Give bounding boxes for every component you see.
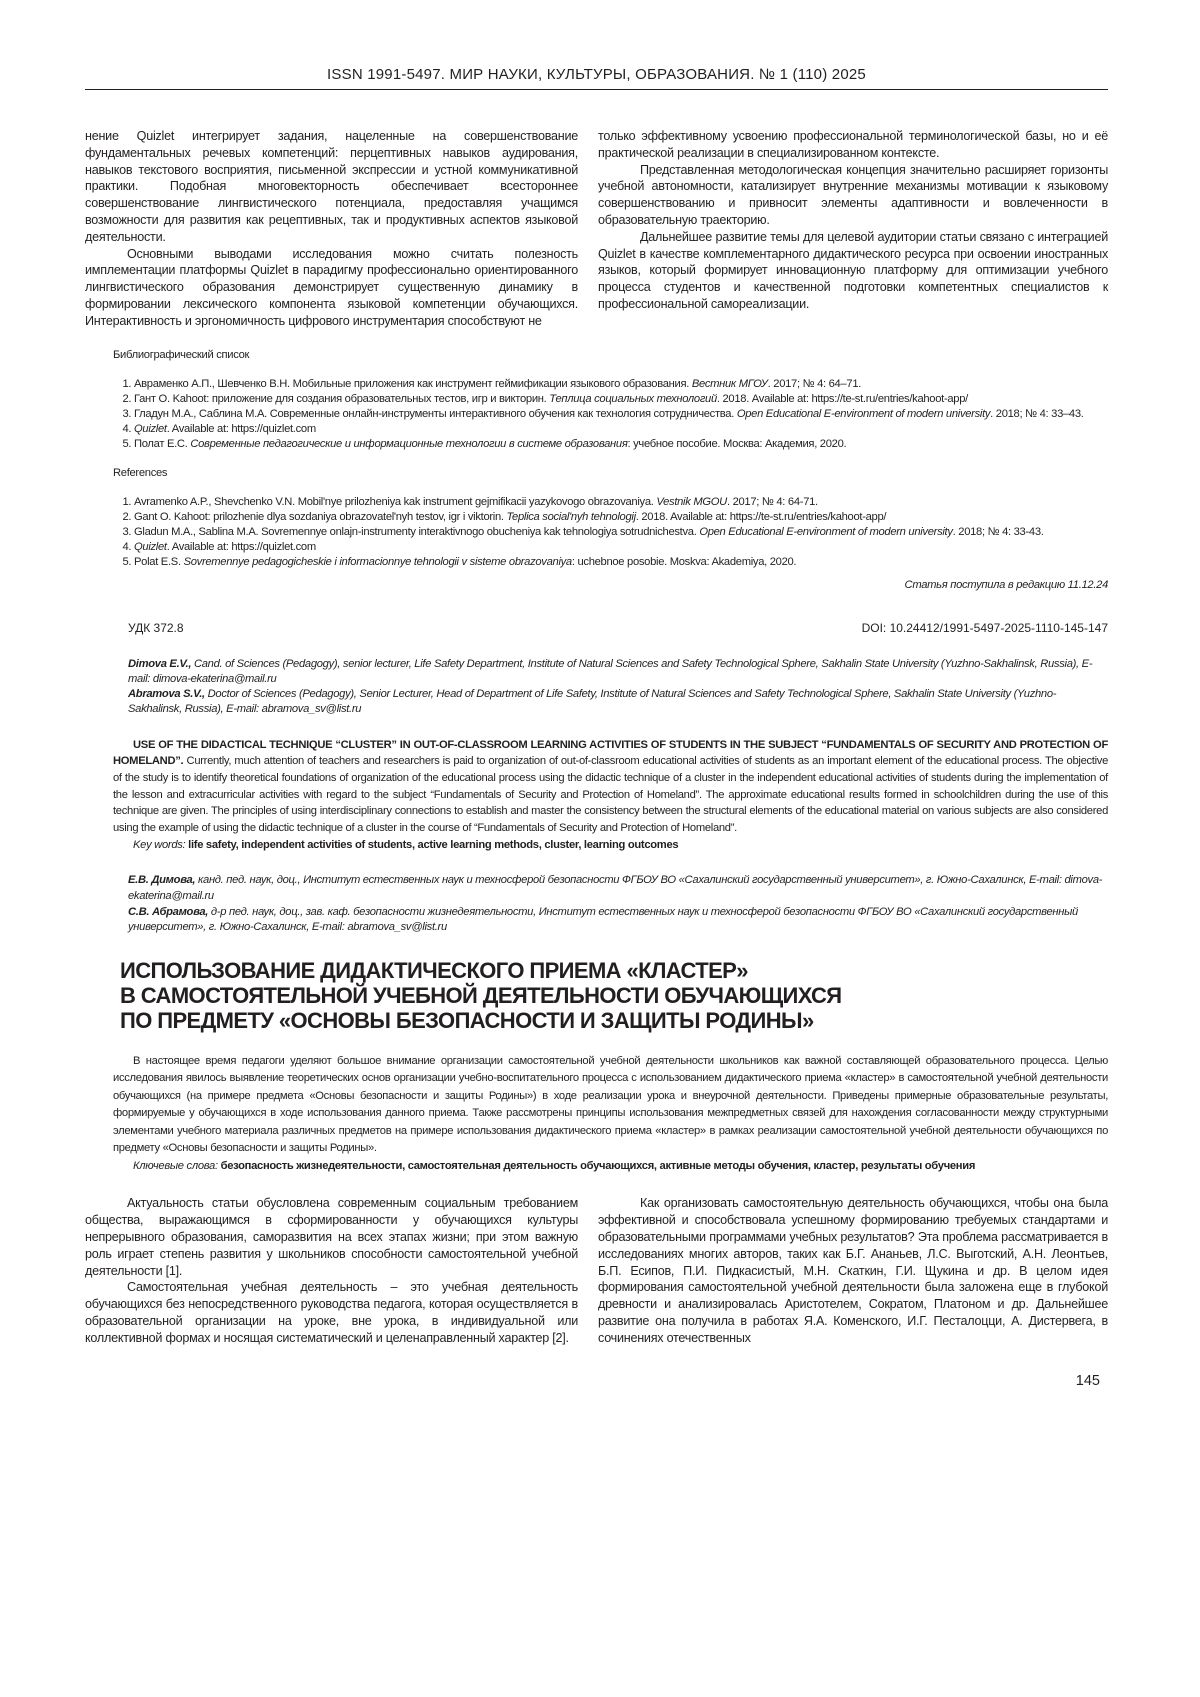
paragraph: нение Quizlet интегрирует задания, нацеленные на совершенствование фундаментальных речевых компетенций: перцептивных навыков аудирования, навыков текстового восприятия, письменной экспрессии и устной коммуникативной практики. Подобная многовекторность обеспечивает всестороннее совершенствование лингвистического потенциала, предоставляя учащимся возможности для развития как рецептивных, так и продуктивных аспектов языковой деятельности. [85,129,578,244]
reference-plain-text: Авраменко А.П., Шевченко В.Н. Мобильные приложения как инструмент геймификации языкового образования. [134,377,692,390]
paragraph: Дальнейшее развитие темы для целевой аудитории статьи связано с интеграцией Quizlet в качестве комплементарного дидактического ресурса при освоении иностранных языков, который формирует инновационную платформу для оптимизации учебного процесса студентов и качественной подготовки компетентных специалистов к профессиональной самореализации. [598,229,1108,311]
author-ru: С.В. Абрамова, д-р пед. наук, доц., зав. каф. безопасности жизнедеятельности, Институт естественных наук и техносферой безопасности ФГБОУ ВО «Сахалинский государственный университет», г. Южно-Сахалинск, E-mail: abramova_sv@list.ru [128,905,1078,934]
reference-italic-text: Вестник МГОУ [691,377,768,390]
references-heading: References [113,466,168,479]
body-left-column [85,1195,578,1346]
abstract-en-title: USE OF THE DIDACTICAL TECHNIQUE “CLUSTER” IN OUT-OF-CLASSROOM LEARNING ACTIVITIES OF STUDENTS IN THE SUBJECT “FUNDAMENTALS OF SECURITY AND PROTECTION OF HOMELAND”. [113,738,1108,768]
abstract-en [113,737,1108,854]
reference-plain-text: Gant O. Kahoot: prilozhenie dlya sozdaniya obrazovatel'nyh testov, igr i viktorin. [134,510,507,523]
author-en: Dimova E.V., Cand. of Sciences (Pedagogy), senior lecturer, Life Safety Department, Institute of Natural Sciences and Safety Technological Sphere, Sakhalin State University (Yuzhno-Sakhalinsk, Russia), E-mail: dimova-ekaterina@mail.ru [128,657,1093,685]
reference-item [134,407,1108,422]
reference-rest-text: . 2018; № 4: 33-43. [952,525,1044,538]
keywords-en: Key words: life safety, independent activities of students, active learning methods, cluster, learning outcomes [133,838,679,851]
reference-italic-text: Open Educational E-environment of modern university [699,525,953,538]
paragraph: Актуальность статьи обусловлена современным социальным требованием общества, выражающимся в сформированности у обучающихся культуры непрерывного образования, саморазвития на всех этапах жизни; при этом важную роль играет степень развития у школьников способности самостоятельной учебной деятельности [1]. [85,1196,578,1278]
reference-italic-text: Sovremennye pedagogicheskie i informacionnye tehnologii v sisteme obrazovaniya [183,555,572,568]
reference-rest-text: . 2018. Available at: https://te-st.ru/entries/kahoot-app/ [716,392,968,405]
reference-item [134,540,1108,555]
reference-rest-text: : uchebnoe posobie. Moskva: Akademiya, 2020. [571,555,797,568]
reference-plain-text: Гладун М.А., Саблина М.А. Современные онлайн-инструменты интерактивного обучения как технология сотрудничества. [134,407,737,420]
reference-italic-text: Теплица социальных технологий [549,392,717,405]
reference-italic-text: Vestnik MGOU [656,495,727,508]
authors-en [128,657,1108,717]
doi: DOI: 10.24412/1991-5497-2025-1110-145-147 [861,620,1108,635]
paragraph: Представленная методологическая концепция значительно расширяет горизонты учебной автономности, катализирует внутренние механизмы мотивации к языковому совершенствованию и привносит элементы адаптивности и вовлеченности в образовательную траекторию. [598,162,1108,227]
reference-italic-text: Open Educational E-environment of modern university [736,407,991,420]
abstract-ru [113,1053,1108,1176]
prev-article-columns [85,128,1108,330]
reference-item [134,495,1108,510]
reference-plain-text: Polat E.S. [134,555,184,568]
reference-item [134,392,1108,407]
reference-item [134,422,1108,437]
reference-item [134,555,1108,570]
reference-italic-text: Quizlet [134,422,167,435]
abstract-ru-text: В настоящее время педагоги уделяют большое внимание организации самостоятельной учебной деятельности школьников как важной составляющей образовательного процесса. Целью исследования явилось выявление теоретических основ организации учебно-воспитательного процесса с использованием дидактического приема «кластер» в самостоятельной учебной деятельности обучающихся (на примере предмета «Основы безопасности и защиты Родины») в ходе реализации урока и внеурочной деятельности. Приведены примерные образовательные результаты, формируемые у обучающихся в ходе использования данного приема. Также рассмотрены принципы использования межпредметных связей для нахождения согласованности между структурными элементами учебного материала различных предметов на примере использования дидактического приема «кластер» в рамках реализации самостоятельной учебной деятельности обучающихся по предмету «Основы безопасности и защиты Родины». [113,1054,1108,1155]
reference-rest-text: : учебное пособие. Москва: Академия, 2020. [627,437,847,450]
bibliography [113,348,1108,452]
prev-article-left-column [85,128,578,330]
reference-italic-text: Teplica social'nyh tehnologij [506,510,636,523]
reference-rest-text: . Available at: https://quizlet.com [166,540,316,553]
paragraph: только эффективному усвоению профессиональной терминологической базы, но и её практической реализации в специализированном контексте. [598,129,1108,160]
reference-rest-text: . 2017; № 4: 64–71. [767,377,862,390]
reference-rest-text: . 2018. Available at: https://te-st.ru/entries/kahoot-app/ [635,510,887,523]
reference-plain-text: Гант О. Kahoot: приложение для создания образовательных тестов, игр и викторин. [134,392,550,405]
udk-doi-row [128,621,1108,635]
paragraph: Самостоятельная учебная деятельность – это учебная деятельность обучающихся без непосредственного руководства педагога, которая осуществляется в образовательной организации на уроке, вне урока, в индивидуальной или коллективной формах и носящая систематический и целенаправленный характер [2]. [85,1280,578,1345]
reference-italic-text: Современные педагогические и информационные технологии в системе образования [190,437,628,450]
udk: УДК 372.8 [128,620,184,635]
references-list [113,495,1108,570]
abstract-en-text: Currently, much attention of teachers and researchers is paid to organization of out-of-classroom educational activities of students as an important element of the educational process. The objective of the study is to identify theoretical foundations of organization of the educational process using the didactic technique of a cluster in the independent educational activities of students during the implementation of the lesson and extracurricular activities with regard to the subject “Fundamentals of Security and Protection of Homeland”. The approximate educational results formed in schoolchildren during the use of this technique are given. The principles of using interdisciplinary connections to establish and master the consistency between the structural elements of the educational material on various subjects are also considered using the example of using the didactic technique of a cluster in the course of “Fundamentals of Security and Protection of Homeland”. [113,755,1108,835]
reference-plain-text: Gladun M.A., Sablina M.A. Sovremennye onlajn-instrumenty interaktivnogo obucheniya kak tehnologiya sotrudnichestva. [134,525,700,538]
keywords-ru: Ключевые слова: безопасность жизнедеятельности, самостоятельная деятельность обучающихся, активные методы обучения, кластер, результаты обучения [133,1159,976,1172]
reference-rest-text: . 2017; № 4: 64-71. [726,495,818,508]
page-number: 145 [1075,1372,1100,1389]
reference-item [134,437,1108,452]
reference-rest-text: . Available at: https://quizlet.com [166,422,316,435]
reference-plain-text: Полат Е.С. [134,437,191,450]
reference-rest-text: . 2018; № 4: 33–43. [990,407,1084,420]
author-en: Abramova S.V., Doctor of Sciences (Pedagogy), Senior Lecturer, Head of Department of Life Safety, Institute of Natural Sciences and Safety Technological Sphere, Sakhalin State University (Yuzhno-Sakhalinsk, Russia), E-mail: abramova_sv@list.ru [128,687,1057,715]
received-date: Статья поступила в редакцию 11.12.24 [904,578,1108,591]
prev-article-right-column [598,128,1108,330]
article-title: ИСПОЛЬЗОВАНИЕ ДИДАКТИЧЕСКОГО ПРИЕМА «КЛАСТЕР» В САМОСТОЯТЕЛЬНОЙ УЧЕБНОЙ ДЕЯТЕЛЬНОСТИ ОБУЧАЮЩИХСЯ ПО ПРЕДМЕТУ «ОСНОВЫ БЕЗОПАСНОСТИ И ЗАЩИТЫ РОДИНЫ» [120,957,842,1033]
references [113,466,1108,570]
body-columns [85,1195,1108,1346]
paragraph: Как организовать самостоятельную деятельность обучающихся, чтобы она была эффективной и способствовала успешному формированию требуемых стандартами и образовательными программами учебных результатов? Эта проблема рассматривается в исследованиях многих авторов, таких как Б.Г. Ананьев, Л.С. Выготский, А.Н. Леонтьев, Б.П. Есипов, П.И. Пидкасистый, М.Н. Скаткин, Г.И. Щукина и др. В целом идея формирования самостоятельной учебной деятельности была заложена еще в глубокой древности и анализировалась Аристотелем, Сократом, Платоном и др. Дальнейшее развитие она получила в работах Я.А. Коменского, И.Г. Песталоцци, А. Дистервега, в сочинениях отечественных [598,1196,1108,1345]
bibliography-list [113,377,1108,452]
body-right-column [598,1195,1108,1346]
author-ru: Е.В. Димова, канд. пед. наук, доц., Институт естественных наук и техносферой безопасности ФГБОУ ВО «Сахалинский государственный университет», г. Южно-Сахалинск, E-mail: dimova-ekaterina@mail.ru [128,874,1103,903]
paragraph: Основными выводами исследования можно считать полезность имплементации платформы Quizlet в парадигму профессионально ориентированного лингвистического образования демонстрирует существенную динамику в формировании лексического компонента языковой компетенции обучающихся. Интерактивность и эргономичность цифрового инструментария способствуют не [85,246,578,328]
reference-plain-text: Avramenko A.P., Shevchenko V.N. Mobil'nye prilozheniya kak instrument gejmifikacii yazykovogo obrazovaniya. [134,495,657,508]
authors-ru [128,873,1108,935]
reference-item [134,525,1108,540]
running-header: ISSN 1991-5497. МИР НАУКИ, КУЛЬТУРЫ, ОБРАЗОВАНИЯ. № 1 (110) 2025 [85,66,1108,90]
reference-italic-text: Quizlet [134,540,167,553]
bibliography-heading: Библиографический список [113,348,250,361]
reference-item [134,377,1108,392]
reference-item [134,510,1108,525]
